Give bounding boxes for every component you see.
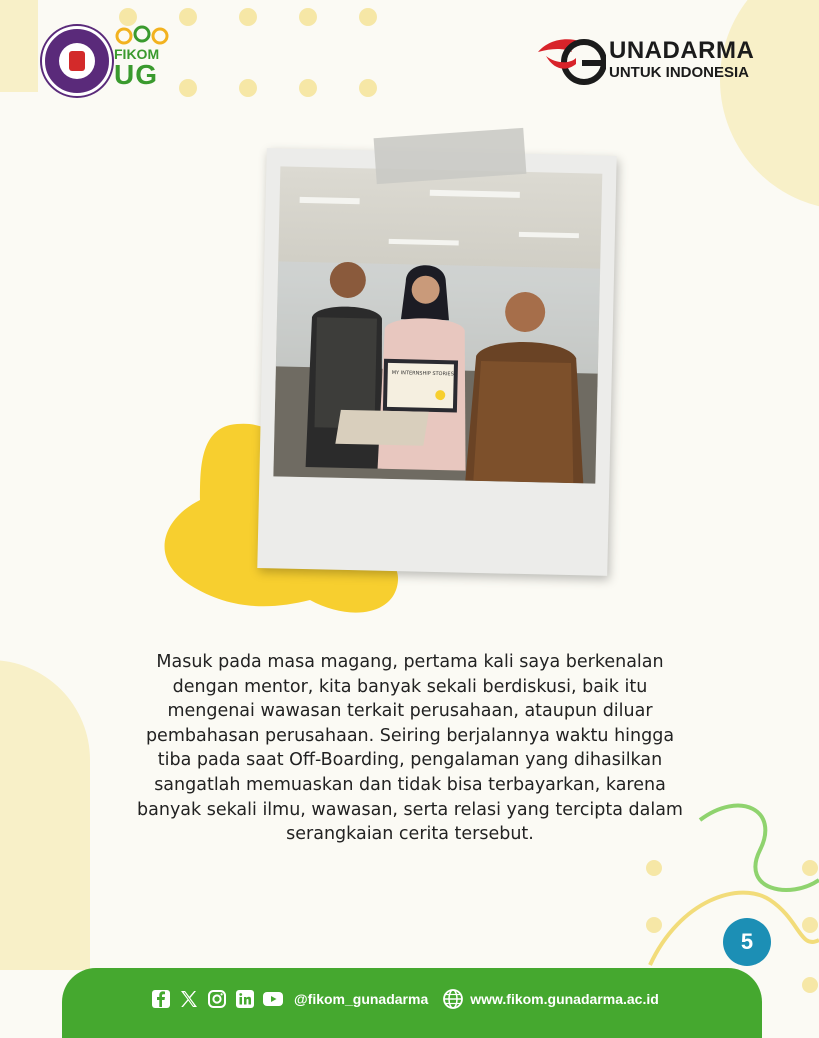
fikom-logo-rings-icon [114, 24, 170, 46]
youtube-icon[interactable] [262, 988, 284, 1010]
social-handle[interactable]: @fikom_gunadarma [294, 991, 429, 1007]
footer-contacts [150, 986, 659, 1012]
laptop-screen-text: MY INTERNSHIP STORIES [391, 369, 454, 378]
brand-subtitle: UNTUK INDONESIA [609, 64, 750, 81]
brand-title: UNADARMA [609, 37, 755, 64]
polaroid-photo-frame [257, 148, 616, 576]
facebook-icon[interactable] [150, 988, 172, 1010]
office-group-photo [273, 166, 602, 483]
university-seal-logo [42, 26, 112, 96]
x-icon[interactable] [178, 988, 200, 1010]
fikom-logo-line1: FIKOM [114, 46, 160, 62]
fikom-logo-line2: UG [114, 59, 158, 90]
fikom-logo [114, 47, 159, 89]
instagram-icon[interactable] [206, 988, 228, 1010]
linkedin-icon[interactable] [234, 988, 256, 1010]
unadarma-emblem-icon [536, 34, 606, 86]
website-link[interactable]: www.fikom.gunadarma.ac.id [470, 991, 659, 1007]
unadarma-logo [536, 34, 786, 86]
story-paragraph: Masuk pada masa magang, pertama kali saya berkenalan dengan mentor, kita banyak sekali berdiskusi, baik itu mengenai wawasan terkait perusahaan, ataupun diluar pembahasan perusahaan. Seiring berjalannya waktu hingga tiba pada saat Off-Boarding, pengalaman yang dihasilkan sangatlah memuaskan dan tidak bisa terbayarkan, karena banyak sekali ilmu, wawasan, serta relasi yang tercipta dalam serangkaian cerita tersebut. [137, 652, 683, 845]
globe-icon [442, 988, 464, 1010]
footer-bar [62, 968, 762, 1038]
page-number-badge: 5 [723, 918, 771, 966]
photo-illustration [273, 166, 602, 483]
